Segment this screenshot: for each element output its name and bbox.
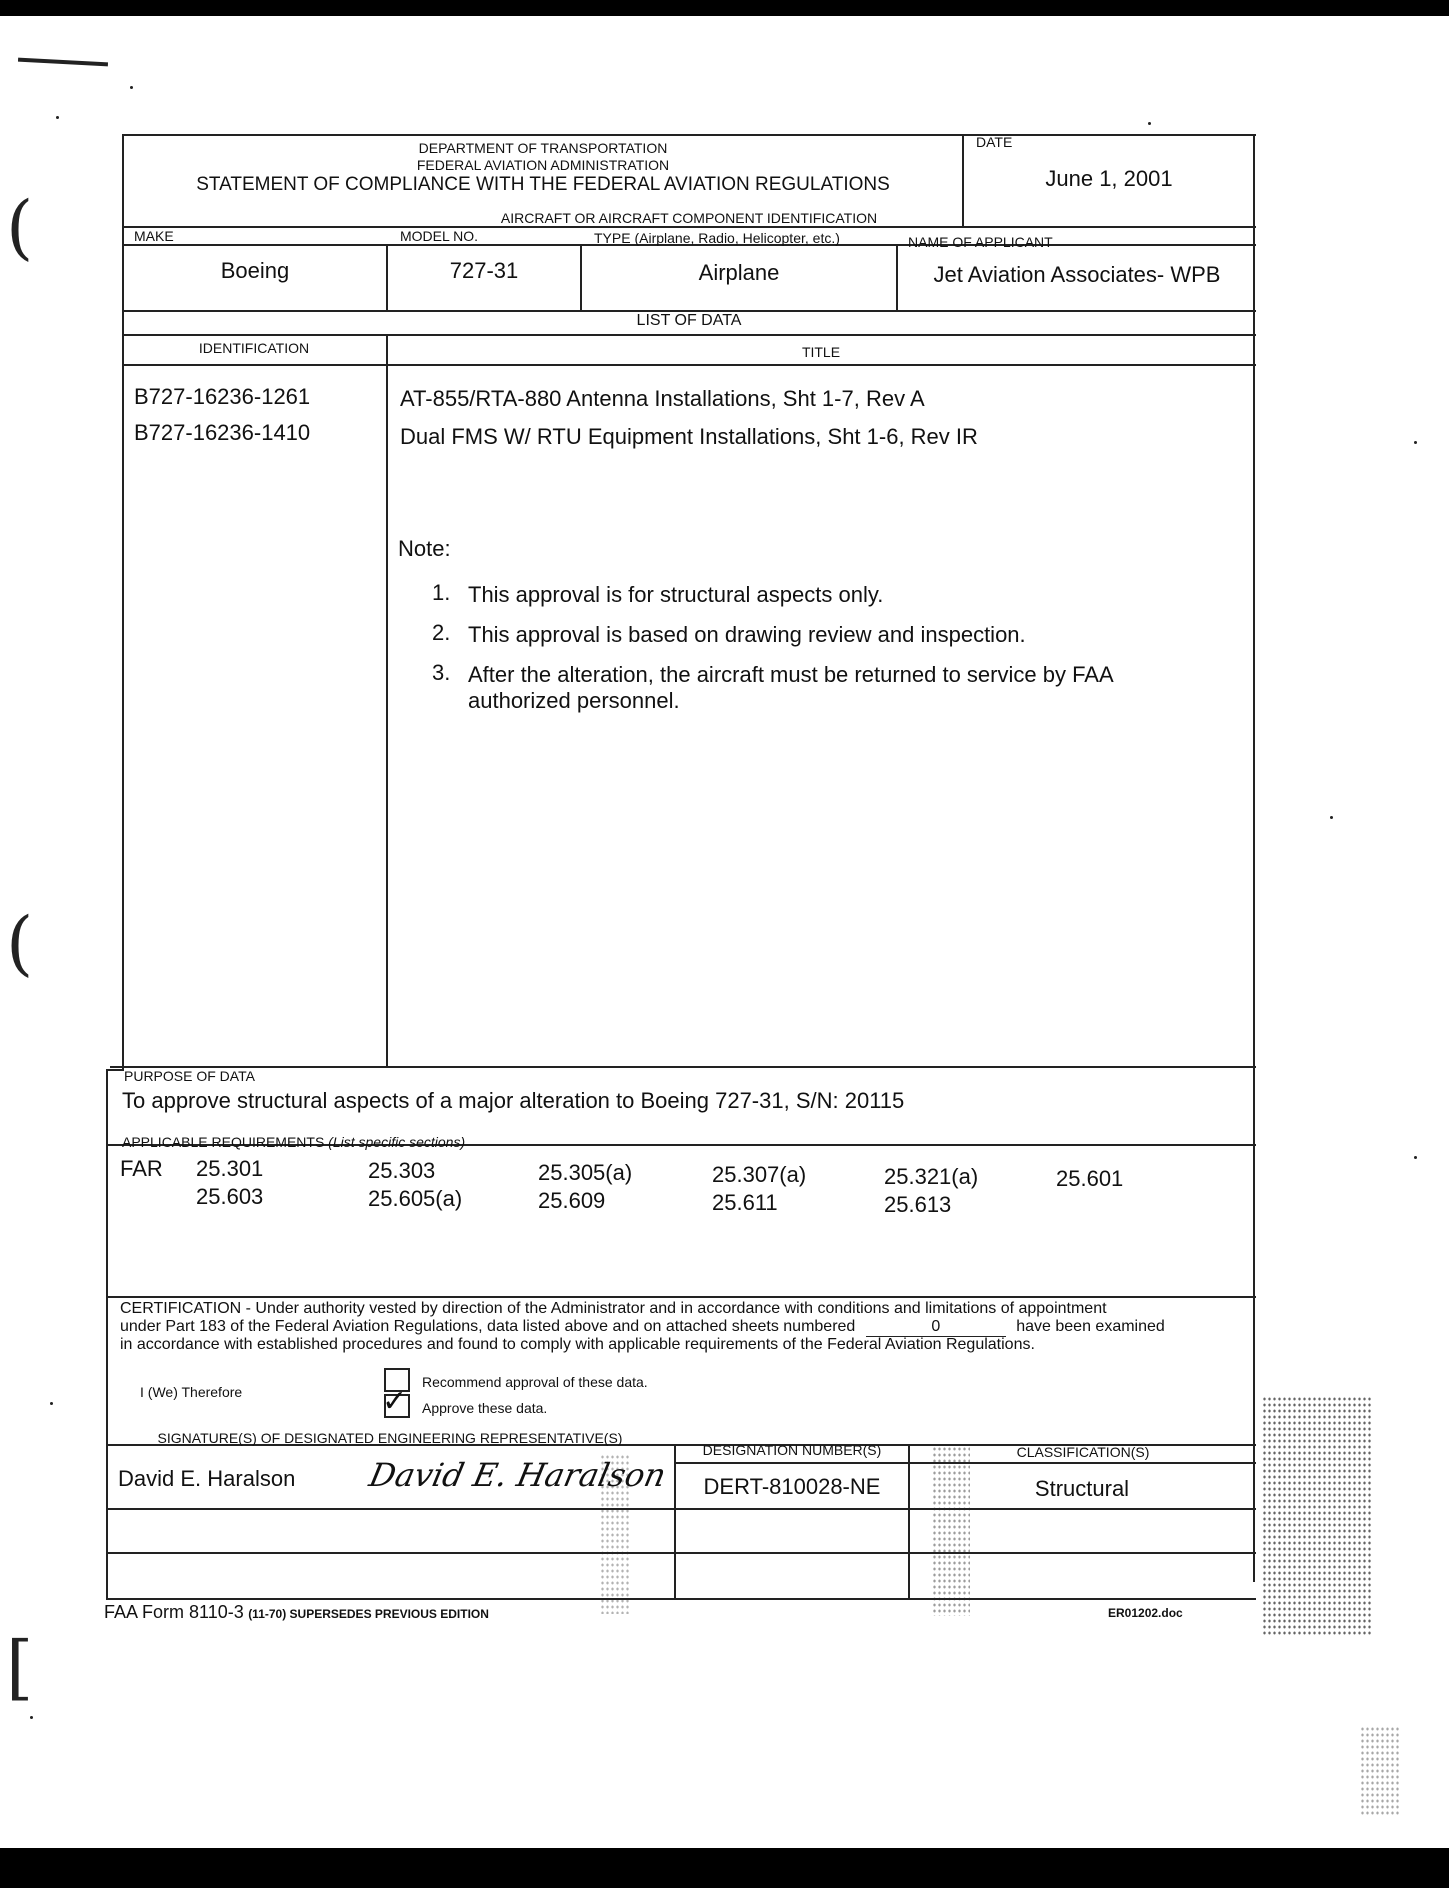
form-id <box>104 1602 489 1623</box>
rule <box>106 1508 1256 1510</box>
scan-noise <box>1262 1396 1372 1636</box>
model-value: 727-31 <box>449 258 519 283</box>
rule <box>122 364 1256 366</box>
der-name: David E. Haralson <box>118 1466 296 1491</box>
speck <box>56 116 59 119</box>
designation-number: DERT-810028-NE <box>703 1474 881 1499</box>
requirement-item: 25.307(a) <box>712 1162 807 1187</box>
administration-label: FEDERAL AVIATION ADMINISTRATION <box>416 157 670 173</box>
certification-line-2b: have been examined <box>1016 1318 1165 1335</box>
type-label: TYPE (Airplane, Radio, Helicopter, etc.) <box>594 230 840 246</box>
punch-mark: [ <box>6 1626 34 1708</box>
make-label: MAKE <box>134 228 174 244</box>
form-border-left-lower <box>106 1069 108 1600</box>
note-text-continued: authorized personnel. <box>468 688 680 713</box>
punch-mark: ( <box>6 902 34 984</box>
note-label: Note: <box>398 536 451 561</box>
requirements-label-note: (List specific sections) <box>328 1134 466 1150</box>
speck <box>1330 816 1333 819</box>
speck <box>1148 122 1151 125</box>
requirement-item: 25.303 <box>368 1158 436 1183</box>
note-number: 3. <box>432 660 451 685</box>
identification-column-header: IDENTIFICATION <box>198 340 310 356</box>
certification-line-3: in accordance with established procedures and found to comply with applicable requirements of the Federal Aviation Regulations. <box>120 1336 1035 1353</box>
speck <box>1414 441 1417 444</box>
speck <box>1414 1156 1417 1159</box>
list-item-id: B727-16236-1261 <box>134 384 311 409</box>
purpose-label: PURPOSE OF DATA <box>124 1068 255 1084</box>
rule <box>106 1296 1256 1298</box>
rule <box>122 334 1256 336</box>
requirement-item: 25.603 <box>196 1184 264 1209</box>
punch-mark: ( <box>6 186 34 268</box>
requirement-item: 25.301 <box>196 1156 264 1181</box>
requirements-label-text: APPLICABLE REQUIREMENTS <box>122 1134 325 1150</box>
speck <box>50 1402 53 1405</box>
recommend-approval-label: Recommend approval of these data. <box>422 1374 648 1390</box>
handwritten-signature: David E. Haralson <box>365 1456 670 1494</box>
scan-noise <box>932 1446 970 1616</box>
requirements-label <box>122 1134 465 1150</box>
list-item-title: Dual FMS W/ RTU Equipment Installations, Sht 1-6, Rev IR <box>400 424 978 449</box>
note-number: 2. <box>432 620 451 645</box>
check-mark-icon: ✓ <box>382 1384 408 1419</box>
classification-column-header: CLASSIFICATION(S) <box>1016 1444 1150 1460</box>
applicant-label: NAME OF APPLICANT <box>908 234 1053 250</box>
col-divider <box>674 1444 676 1598</box>
list-item-title: AT-855/RTA-880 Antenna Installations, Sht 1-7, Rev A <box>400 386 925 411</box>
rule <box>674 1462 1256 1464</box>
scan-noise <box>1360 1726 1400 1816</box>
certification-line-2a: under Part 183 of the Federal Aviation Regulations, data listed above and on attached sheets numbered <box>120 1318 856 1335</box>
form-edition-note: (11-70) SUPERSEDES PREVIOUS EDITION <box>248 1607 489 1621</box>
note-text: This approval is for structural aspects only. <box>468 582 884 607</box>
rule <box>122 226 1256 228</box>
list-of-data-title: LIST OF DATA <box>636 312 742 329</box>
col-divider <box>386 334 388 1066</box>
rule <box>106 1598 1256 1600</box>
sheets-number: 0 <box>866 1318 1006 1337</box>
make-value: Boeing <box>220 258 290 283</box>
rule <box>110 1066 1256 1068</box>
model-label: MODEL NO. <box>400 228 479 244</box>
designation-column-header: DESIGNATION NUMBER(S) <box>702 1442 882 1458</box>
certification-line-2 <box>120 1318 1165 1337</box>
signature-column-header: SIGNATURE(S) OF DESIGNATED ENGINEERING REPRESENTATIVE(S) <box>157 1430 623 1446</box>
form-border-left-step <box>106 1069 124 1071</box>
requirement-item: 25.611 <box>712 1190 778 1215</box>
classification-value: Structural <box>1034 1476 1130 1501</box>
col-divider <box>908 1444 910 1598</box>
approve-data-label: Approve these data. <box>422 1400 548 1416</box>
requirement-item: 25.321(a) <box>884 1164 979 1189</box>
requirements-prefix: FAR <box>120 1156 163 1181</box>
form-number: FAA Form 8110-3 <box>104 1602 244 1622</box>
certification-line-1: CERTIFICATION - Under authority vested by direction of the Administrator and in accordance with conditions and limitations of appointment <box>120 1300 1107 1317</box>
requirement-item: 25.613 <box>884 1192 952 1217</box>
document-filename: ER01202.doc <box>1108 1606 1183 1620</box>
type-value: Airplane <box>698 260 780 285</box>
purpose-value: To approve structural aspects of a major alteration to Boeing 727-31, S/N: 20115 <box>122 1088 905 1113</box>
note-text: After the alteration, the aircraft must be returned to service by FAA <box>468 662 1114 687</box>
form-border-top <box>122 134 1256 136</box>
speck <box>30 1716 33 1719</box>
document-page <box>0 16 1449 1848</box>
requirement-item: 25.605(a) <box>368 1186 463 1211</box>
i-we-therefore: I (We) Therefore <box>140 1384 243 1400</box>
department-label: DEPARTMENT OF TRANSPORTATION <box>418 140 668 156</box>
requirement-item: 25.601 <box>1056 1166 1124 1191</box>
title-column-header: TITLE <box>801 344 841 360</box>
margin-mark <box>18 58 108 67</box>
requirement-item: 25.305(a) <box>538 1160 633 1185</box>
date-label: DATE <box>976 134 1013 150</box>
note-number: 1. <box>432 580 451 605</box>
speck <box>130 86 133 89</box>
applicant-value: Jet Aviation Associates- WPB <box>933 262 1221 287</box>
requirement-item: 25.609 <box>538 1188 606 1213</box>
date-value: June 1, 2001 <box>1045 166 1173 191</box>
rule <box>106 1552 1256 1554</box>
identification-section-title: AIRCRAFT OR AIRCRAFT COMPONENT IDENTIFICATION <box>500 210 878 226</box>
list-item-id: B727-16236-1410 <box>134 420 311 445</box>
statement-title: STATEMENT OF COMPLIANCE WITH THE FEDERAL AVIATION REGULATIONS <box>196 174 890 195</box>
note-text: This approval is based on drawing review and inspection. <box>468 622 1026 647</box>
